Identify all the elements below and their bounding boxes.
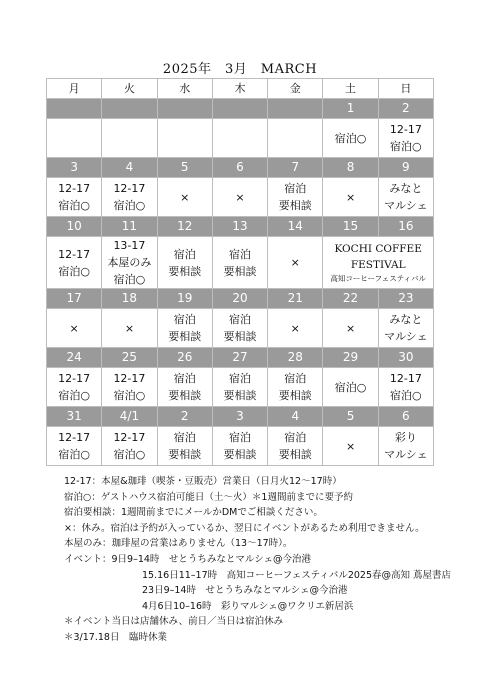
- schedule-cell: [378, 119, 433, 158]
- date-cell: [157, 99, 212, 119]
- schedule-text: 宿泊: [173, 313, 196, 326]
- schedule-text: 12-17: [58, 372, 91, 385]
- schedule-text: 宿泊○: [334, 380, 367, 394]
- schedule-cell: [268, 178, 323, 217]
- note-line: 4月6日10–16時 彩りマルシェ@ワクリエ新居浜: [142, 600, 354, 612]
- date-cell: 6: [212, 158, 267, 178]
- schedule-text: 宿泊○: [113, 448, 146, 461]
- schedule-cell: [268, 427, 323, 466]
- date-cell: 24: [47, 348, 102, 368]
- schedule-text: 宿泊○: [113, 199, 146, 212]
- date-cell: 4: [268, 407, 323, 427]
- calendar-body: [47, 99, 434, 466]
- schedule-text: ×: [69, 321, 79, 335]
- schedule-text: 要相談: [278, 199, 312, 212]
- schedule-cell: [157, 119, 212, 158]
- schedule-text: ×: [180, 190, 190, 204]
- schedule-cell: [157, 178, 212, 217]
- schedule-text: 宿泊○: [58, 199, 90, 212]
- date-cell: 4/1: [102, 407, 157, 427]
- schedule-row: [47, 119, 434, 158]
- note-line: 15.16日11–17時 高知コーヒーフェスティバル2025春@高知 蔦屋書店: [142, 569, 452, 581]
- date-cell: 3: [47, 158, 102, 178]
- schedule-cell: [378, 427, 433, 466]
- schedule-text: 宿泊○: [113, 273, 146, 286]
- date-row: [47, 158, 434, 178]
- schedule-text: 12-17: [113, 372, 146, 385]
- weekday-header-row: [47, 79, 434, 99]
- schedule-text: 宿泊○: [390, 140, 422, 153]
- schedule-text: 12-17: [389, 123, 422, 136]
- date-cell: 5: [323, 407, 378, 427]
- schedule-cell: [47, 309, 102, 348]
- schedule-text: 要相談: [168, 330, 202, 343]
- date-cell: [47, 99, 102, 119]
- schedule-text: ×: [290, 321, 300, 335]
- schedule-text: マルシェ: [384, 199, 428, 212]
- date-cell: 1: [323, 99, 378, 119]
- schedule-text: 宿泊○: [390, 389, 422, 402]
- schedule-cell: [212, 237, 267, 289]
- schedule-cell: [323, 309, 378, 348]
- schedule-cell: [47, 237, 102, 289]
- date-cell: 22: [323, 289, 378, 309]
- date-cell: 2: [157, 407, 212, 427]
- date-cell: 2: [378, 99, 433, 119]
- schedule-row: [47, 237, 434, 289]
- date-row: [47, 348, 434, 368]
- schedule-text: 要相談: [223, 448, 257, 461]
- date-cell: 4: [102, 158, 157, 178]
- date-cell: 13: [212, 217, 267, 237]
- weekday-wed: 水: [157, 79, 212, 99]
- schedule-text: 宿泊○: [58, 264, 90, 278]
- schedule-text: マルシェ: [384, 448, 428, 461]
- date-cell: 26: [157, 348, 212, 368]
- date-cell: 29: [323, 348, 378, 368]
- date-cell: 23: [378, 289, 433, 309]
- date-cell: 30: [378, 348, 433, 368]
- weekday-sat: 土: [323, 79, 378, 99]
- schedule-cell: [47, 119, 102, 158]
- schedule-cell: [212, 309, 267, 348]
- schedule-cell: [212, 178, 267, 217]
- schedule-text: 12-17: [58, 182, 91, 195]
- schedule-text: 宿泊: [173, 372, 196, 385]
- schedule-text: ×: [345, 321, 356, 335]
- schedule-text: 高知コーヒーフェスティバル: [330, 274, 427, 283]
- schedule-text: みなと: [389, 313, 423, 326]
- schedule-cell: [378, 309, 433, 348]
- schedule-text: 要相談: [278, 389, 312, 402]
- schedule-cell: [323, 178, 378, 217]
- schedule-cell: [47, 178, 102, 217]
- schedule-text: KOCHI COFFEE: [334, 243, 422, 255]
- schedule-cell: [268, 237, 323, 289]
- date-cell: 8: [323, 158, 378, 178]
- date-cell: 3: [212, 407, 267, 427]
- note-line: 宿泊○：ゲストハウス宿泊可能日（土〜火）＊1週間前までに要予約: [64, 491, 353, 503]
- schedule-text: 要相談: [223, 264, 257, 278]
- weekday-sun: 日: [378, 79, 433, 99]
- schedule-text: 12-17: [389, 372, 422, 385]
- date-cell: 27: [212, 348, 267, 368]
- schedule-cell: [378, 178, 433, 217]
- date-cell: 17: [47, 289, 102, 309]
- date-cell: 16: [378, 217, 433, 237]
- schedule-cell: [268, 119, 323, 158]
- date-cell: 10: [47, 217, 102, 237]
- date-cell: [102, 99, 157, 119]
- date-cell: 15: [323, 217, 378, 237]
- schedule-cell: [102, 178, 157, 217]
- schedule-text: ×: [235, 190, 245, 204]
- note-line: 宿泊要相談：1週間前までにメールかDMでご相談ください。: [64, 507, 323, 519]
- date-cell: 7: [268, 158, 323, 178]
- schedule-text: ×: [345, 190, 356, 204]
- schedule-cell: [102, 309, 157, 348]
- date-cell: 25: [102, 348, 157, 368]
- schedule-row: [47, 427, 434, 466]
- date-cell: 31: [47, 407, 102, 427]
- schedule-cell: [268, 368, 323, 407]
- schedule-text: 宿泊: [284, 431, 307, 444]
- note-line: ×：休み。宿泊は予約が入っているか、翌日にイベントがあるため利用できません。: [64, 522, 425, 534]
- schedule-text: 宿泊○: [58, 389, 90, 402]
- schedule-text: 要相談: [278, 448, 312, 461]
- schedule-text: 宿泊: [228, 247, 251, 261]
- date-cell: 9: [378, 158, 433, 178]
- schedule-row: [47, 178, 434, 217]
- schedule-cell: [323, 368, 378, 407]
- weekday-fri: 金: [268, 79, 323, 99]
- schedule-text: ×: [345, 439, 356, 453]
- schedule-text: 本屋のみ: [107, 256, 152, 269]
- calendar-table: [46, 78, 434, 466]
- date-cell: 20: [212, 289, 267, 309]
- schedule-text: 宿泊○: [58, 448, 90, 461]
- schedule-text: ×: [290, 256, 300, 269]
- date-row: [47, 289, 434, 309]
- note-line: ＊3/17.18日 臨時休業: [64, 631, 167, 643]
- date-cell: 14: [268, 217, 323, 237]
- note-line: ＊イベント当日は店舗休み、前日／当日は宿泊休み: [64, 616, 284, 628]
- date-row: [47, 217, 434, 237]
- weekday-thu: 木: [212, 79, 267, 99]
- weekday-mon: 月: [47, 79, 102, 99]
- schedule-cell: [102, 427, 157, 466]
- note-line: 12-17：本屋&珈琲（喫茶・豆販売）営業日（日月火12〜17時）: [64, 476, 342, 487]
- date-cell: 21: [268, 289, 323, 309]
- date-cell: 11: [102, 217, 157, 237]
- schedule-text: みなと: [389, 182, 423, 195]
- schedule-cell: [212, 368, 267, 407]
- schedule-cell: [157, 237, 212, 289]
- schedule-cell: [47, 427, 102, 466]
- schedule-text: 宿泊: [228, 431, 251, 444]
- schedule-text: 要相談: [223, 389, 257, 402]
- schedule-text: 宿泊: [228, 313, 251, 326]
- schedule-cell: [212, 119, 267, 158]
- schedule-text: 彩り: [394, 431, 417, 444]
- schedule-text: 要相談: [168, 448, 202, 461]
- schedule-cell: [102, 119, 157, 158]
- schedule-text: 12-17: [58, 431, 91, 444]
- schedule-text: 宿泊: [173, 247, 196, 261]
- note-line: 23日9–14時 せとうちみなとマルシェ@今治港: [142, 585, 348, 597]
- schedule-cell: [157, 427, 212, 466]
- date-cell: 18: [102, 289, 157, 309]
- schedule-row: [47, 368, 434, 407]
- date-row: [47, 407, 434, 427]
- schedule-text: マルシェ: [384, 330, 428, 343]
- weekday-tue: 火: [102, 79, 157, 99]
- schedule-text: 13-17: [113, 239, 146, 252]
- schedule-cell: [212, 427, 267, 466]
- schedule-cell: [47, 368, 102, 407]
- schedule-text: 宿泊: [173, 431, 196, 444]
- schedule-cell: [323, 237, 434, 289]
- schedule-text: 要相談: [168, 264, 202, 278]
- schedule-cell: [323, 119, 378, 158]
- notes-section: [64, 474, 474, 646]
- schedule-text: 12-17: [113, 431, 146, 444]
- note-line: 本屋のみ：珈琲屋の営業はありません（13〜17時）。: [64, 538, 293, 550]
- date-cell: 6: [378, 407, 433, 427]
- schedule-text: 12-17: [58, 247, 91, 261]
- date-cell: 28: [268, 348, 323, 368]
- schedule-text: 宿泊○: [113, 389, 146, 402]
- schedule-cell: [323, 427, 378, 466]
- schedule-cell: [378, 368, 433, 407]
- date-row: [47, 99, 434, 119]
- date-cell: 12: [157, 217, 212, 237]
- schedule-cell: [157, 368, 212, 407]
- date-cell: 19: [157, 289, 212, 309]
- schedule-row: [47, 309, 434, 348]
- schedule-text: 宿泊: [284, 182, 307, 195]
- schedule-text: 要相談: [223, 330, 257, 343]
- schedule-cell: [268, 309, 323, 348]
- schedule-text: 宿泊: [284, 372, 307, 385]
- schedule-text: ×: [124, 321, 135, 335]
- note-line: イベント：9日9–14時 せとうちみなとマルシェ@今治港: [64, 553, 311, 565]
- page-title: 2025年 3月 MARCH: [162, 62, 318, 77]
- schedule-cell: [157, 309, 212, 348]
- date-cell: [268, 99, 323, 119]
- schedule-text: 12-17: [113, 182, 146, 195]
- date-cell: [212, 99, 267, 119]
- schedule-text: FESTIVAL: [350, 259, 406, 271]
- schedule-cell: [102, 368, 157, 407]
- schedule-text: 宿泊: [228, 372, 251, 385]
- schedule-cell: [102, 237, 157, 289]
- schedule-text: 宿泊○: [334, 131, 367, 145]
- schedule-text: 要相談: [168, 389, 202, 402]
- date-cell: 5: [157, 158, 212, 178]
